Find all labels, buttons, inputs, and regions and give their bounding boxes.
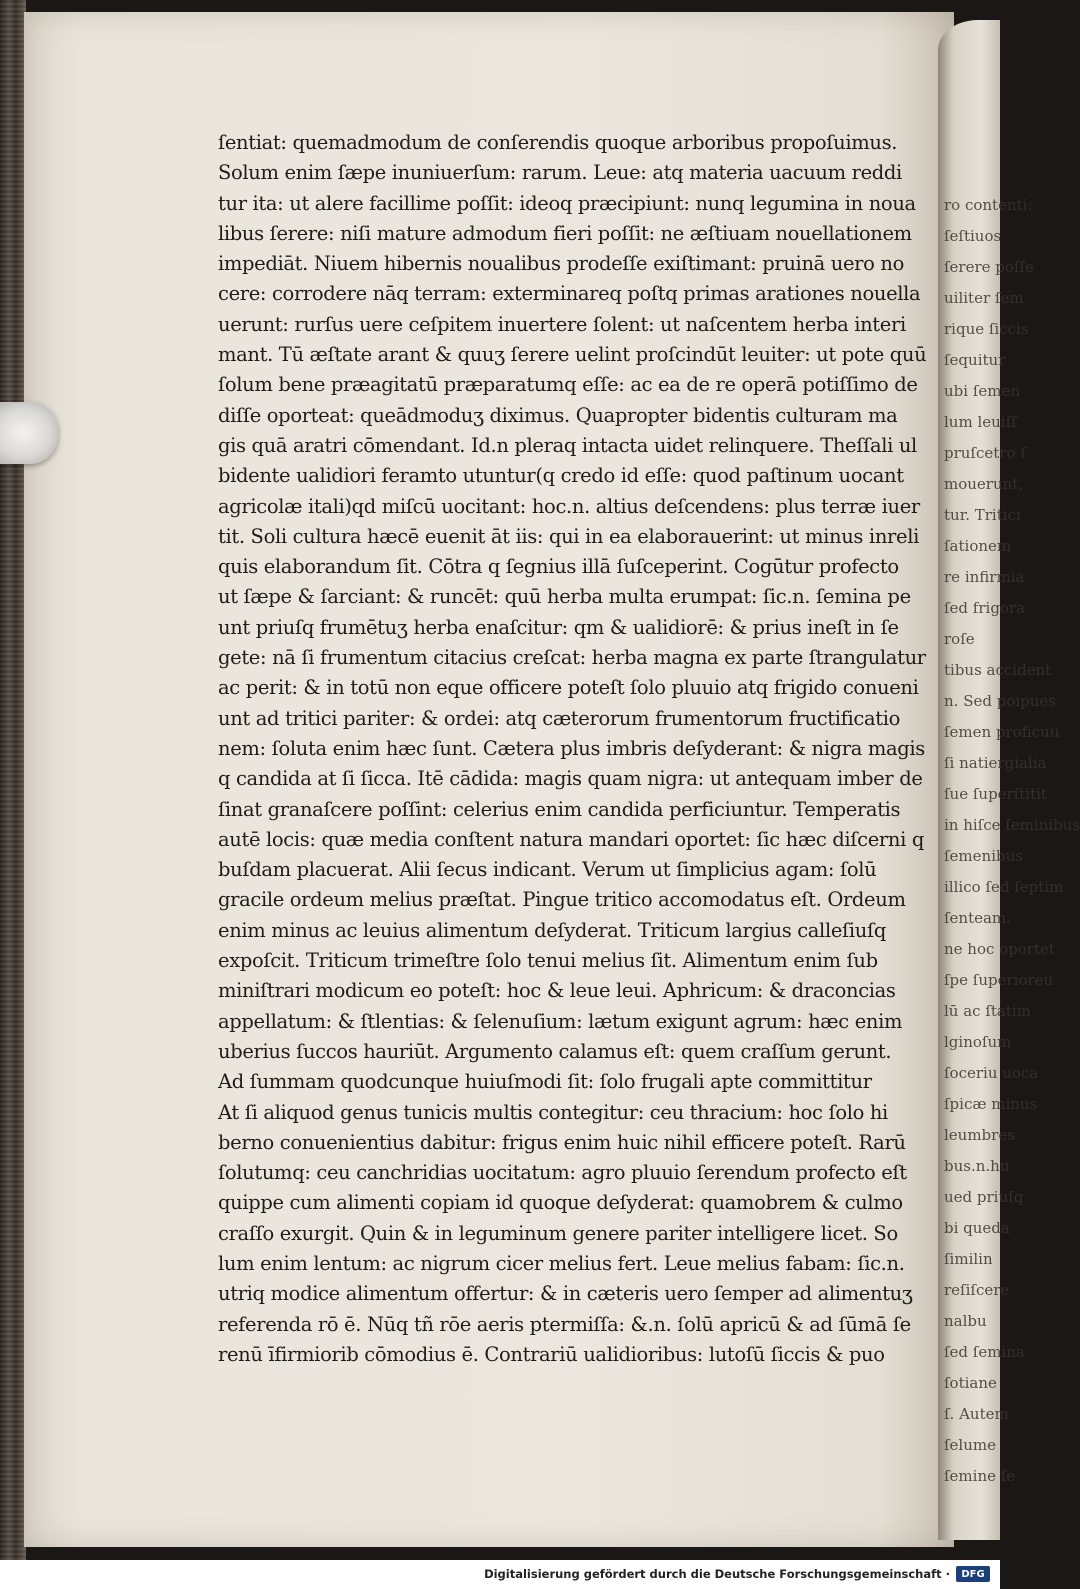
next-page-fragment: n. Sed poipues [944,692,1056,710]
text-line: renū īfirmiorib cōmodius ē. Contrariū ualidioribus: lutoſū ſiccis & puo [218,1342,885,1366]
text-line: q candida at ſi ſicca. Itē cādida: magis quam nigra: ut antequam imber de [218,767,923,791]
next-page-fragment: rique ſiccis [944,320,1029,338]
next-page-fragment: re infirmia [944,568,1025,586]
text-line: referenda rō ē. Nūq tñ rōe aeris ptermiſſa: &.n. ſolū apricū & ad ſūmā ſe [218,1312,911,1336]
book-edge [0,0,26,1560]
next-page-edge [938,20,1080,1540]
next-page-fragment: lum leuiſſ [944,413,1017,431]
next-page-fragment: uiliter ſem [944,289,1024,307]
next-page-fragment: ro contenti: [944,196,1033,214]
text-line: cere: corrodere nāq terram: exterminareq poſtq primas arationes nouella [218,282,921,306]
text-line: agricolæ itali)qd miſcū uocitant: hoc.n. altius deſcendens: plus terræ iuer [218,494,920,518]
next-page-fragment: ſenteam. [944,909,1011,927]
next-page-fragment: ſ. Autem [944,1405,1009,1423]
text-line: ſentiat: quemadmodum de conſerendis quoque arboribus propoſuimus. [218,131,898,154]
next-page-fragment: ſemine ſe [944,1467,1016,1485]
next-page-fragment: lū ac ſtatim [944,1002,1031,1020]
next-page-fragment: reſiſcere [944,1281,1010,1299]
text-line: tit. Soli cultura hæcē euenit āt iis: qui in ea elaborauerint: ut minus inreli [218,524,919,548]
dfg-logo: DFG [956,1566,990,1582]
next-page-fragment: ſerere poſſe [944,258,1034,276]
text-line: appellatum: & ſtlentias: & ſelenuſium: lætum exigunt agrum: hæc enim [218,1009,903,1033]
text-line: utriq modice alimentum offertur: & in cæteris uero ſemper ad alimentuʒ [218,1282,913,1306]
next-page-fragment: bi queda [944,1219,1010,1237]
next-page-fragment: pruſcetro f [944,444,1026,462]
text-line: uberius ſuccos hauriūt. Argumento calamus eſt: quem craſſum gerunt. [218,1039,892,1063]
text-line: bidente ualidiori feramto utuntur(q credo id eſſe: quod paſtinum uocant [218,464,904,488]
next-page-fragment: mouerunt, [944,475,1024,493]
main-text-block [218,128,927,1370]
next-page-fragment: ſelume [944,1436,996,1454]
next-page-fragment: tur. Tritici [944,506,1021,524]
next-page-fragment: leumbres [944,1126,1015,1144]
footer-credit: Digitalisierung gefördert durch die Deutsche Forschungsgemeinschaft · [484,1567,950,1581]
next-page-fragment: bus.n.hu [944,1157,1010,1175]
text-line: gete: nā ſi frumentum citacius creſcat: herba magna ex parte ſtrangulatur [218,646,926,670]
text-line: uerunt: rurſus uere ceſpitem inuertere ſolent: ut naſcentem herba interi [218,312,906,336]
text-line: gis quā aratri cōmendant. Id.n pleraq intacta uidet relinquere. Theſſali ul [218,433,917,457]
text-line: miniſtrari modicum eo poteſt: hoc & leue leui. Aphricum: & draconcias [218,979,896,1003]
text-line: Solum enim ſæpe inuniuerſum: rarum. Leue: atq materia uacuum reddi [218,161,902,185]
next-page-fragment: ne hoc oportet [944,940,1055,958]
text-line: Ad ſummam quodcunque huiuſmodi ſit: ſolo frugali apte committitur [218,1070,872,1094]
next-page-fragment: illico ſed ſeptim [944,878,1064,896]
next-page-fragment: ubi ſemen [944,382,1021,400]
next-page-fragment: nalbu [944,1312,987,1330]
text-line: tur ita: ut alere facillime poſſit: ideoq præcipiunt: nunq legumina in noua [218,191,916,215]
text-line: enim minus ac leuius alimentum deſyderat. Triticum largius calleſiuſq [218,918,886,942]
text-line: berno conuenientius dabitur: frigus enim huic nihil efficere poteſt. Rarū [218,1130,906,1154]
next-page-fragment: ſotiane [944,1374,997,1392]
next-page-fragment: ſpe ſuperioreu [944,971,1054,989]
text-line: At ſi aliquod genus tunicis multis contegitur: ceu thracium: hoc ſolo hi [218,1100,888,1124]
text-line: mant. Tū æſtate arant & quuʒ ſerere uelint proſcindūt leuiter: ut pote quū [218,343,927,367]
page-clip [0,402,58,464]
next-page-fragment: ſed ſemina [944,1343,1025,1361]
next-page-fragment: ſeſtiuos [944,227,1002,245]
text-line: buſdam placuerat. Alii ſecus indicant. Verum ut ſimplicius agam: ſolū [218,858,877,882]
next-page-fragment: tibus accident [944,661,1052,679]
next-page-fragment: ſemen proficuu [944,723,1060,741]
text-line: gracile ordeum melius præſtat. Pingue tritico accomodatus eſt. Ordeum [218,888,906,912]
next-page-fragment: ſi natiergialia [944,754,1047,772]
next-page-fragment: ſed frigora [944,599,1026,617]
next-page-fragment: ſue ſuperſtitit [944,785,1047,803]
text-line: ſolutumq: ceu canchridias uocitatum: agro pluuio ſerendum profecto eſt [218,1161,907,1185]
next-page-fragment: ſoceriu uoca [944,1064,1039,1082]
text-line: ac perit: & in totū non eque officere poteſt ſolo pluuio atq frigido conueni [218,676,919,700]
next-page-fragment: roſe [944,630,975,648]
next-page-fragment: in hiſce ſeminibus [944,816,1080,834]
text-line: quis elaborandum ſit. Cōtra q ſegnius illā ſuſceperint. Cogūtur profecto [218,555,899,579]
text-line: nem: ſoluta enim hæc ſunt. Cætera plus imbris deſyderant: & nigra magis [218,736,925,760]
text-line: ſolum bene præagitatū præparatumq eſſe: ac ea de re operā potiſſimo de [218,373,918,397]
footer-bar [0,1560,1000,1589]
next-page-fragment: ſimilin [944,1250,993,1268]
next-page-fragment: ſequitur [944,351,1006,369]
text-line: quippe cum alimenti copiam id quoque deſyderat: quamobrem & culmo [218,1191,903,1215]
text-line: ſinat granaſcere poſſint: celerius enim candida perficiuntur. Temperatis [218,797,901,821]
text-line: libus ſerere: niſi mature admodum fieri poſſit: ne æſtiuam nouellationem [218,221,912,245]
next-page-fragment: ſpicæ minus [944,1095,1038,1113]
text-line: unt ad tritici pariter: & ordei: atq cæterorum frumentorum fructificatio [218,706,900,730]
text-line: autē locis: quæ media conſtent natura mandari oportet: ſic hæc diſcerni q [218,827,924,851]
text-line: craſſo exurgit. Quin & in leguminum genere pariter intelligere licet. So [218,1221,898,1245]
text-line: expoſcit. Triticum trimeſtre ſolo tenui melius ſit. Alimentum enim ſub [218,949,878,973]
text-line: lum enim lentum: ac nigrum cicer melius fert. Leue melius fabam: ſic.n. [218,1251,905,1275]
next-page-fragment: lginoſum [944,1033,1012,1051]
text-line: unt priuſq frumētuʒ herba enaſcitur: qm & ualidiorē: & prius ineſt in ſe [218,615,899,639]
text-line: impediāt. Niuem hibernis noualibus prodeſſe exiſtimant: pruinā uero no [218,252,904,276]
next-page-text-fragments [944,190,1080,1492]
next-page-fragment: ſationem [944,537,1012,555]
next-page-fragment: ued priuſq [944,1188,1024,1206]
text-line: diſſe oporteat: queādmoduʒ diximus. Quapropter bidentis culturam ma [218,403,898,427]
text-line: ut ſæpe & ſarciant: & runcēt: quū herba multa erumpat: ſic.n. ſemina pe [218,585,911,609]
next-page-fragment: ſemenibus [944,847,1023,865]
